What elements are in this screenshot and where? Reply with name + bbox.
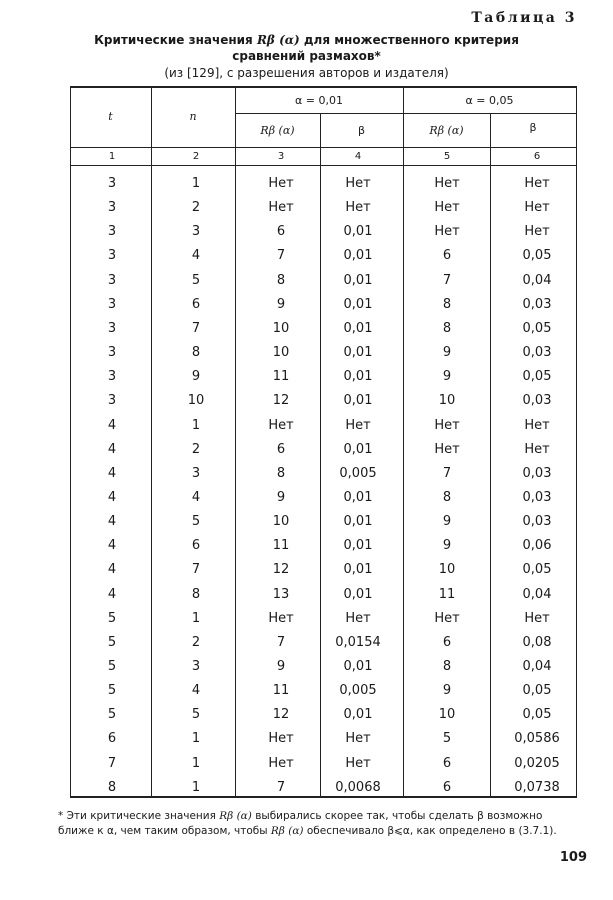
table-cell: 12 [272,707,290,723]
table-cell: 0,05 [522,683,552,699]
table-cell: 9 [276,659,286,674]
table-cell: Нет [524,200,550,216]
table-cell: Нет [345,731,371,747]
table-cell: 0,01 [343,514,373,530]
table-cell: 6 [442,634,452,650]
table-cell: 2 [191,634,201,650]
header-r-col-1: Rβ (α) [260,124,295,137]
table-cell: Нет [345,200,371,216]
table-cell: 7 [442,272,452,288]
table-cell: 1 [191,779,201,795]
column-number: 5 [443,151,451,162]
table-cell: 3 [107,200,117,216]
table-cell: 5 [107,707,117,723]
footnote [58,809,578,839]
table-cell: 10 [438,707,456,723]
table-left-border [70,86,71,797]
table-cell: 3 [107,369,117,385]
table-cell: 12 [272,393,290,409]
table-cell: 2 [191,200,201,216]
table-cell: 10 [272,345,290,361]
table-cell: Нет [434,417,460,433]
table-cell: Нет [434,610,460,626]
table-cell: Нет [345,610,371,626]
table-cell: 7 [276,248,286,264]
column-number: 4 [354,151,362,162]
table-cell: 8 [442,320,452,336]
alpha-group-rule [235,113,577,114]
table-cell: 4 [107,489,117,505]
table-cell: 5 [107,683,117,699]
table-cell: 7 [107,755,117,771]
table-cell: 3 [107,272,117,288]
table-cell: 3 [191,224,201,240]
table-cell: Нет [268,417,294,433]
table-cell: 10 [438,393,456,409]
table-cell: 8 [191,345,201,361]
table-cell: 0,03 [522,465,552,481]
table-cell: 1 [191,417,201,433]
table-cell: 13 [272,586,290,602]
table-cell: 0,0068 [335,779,381,795]
header-beta-col-1: β [357,124,366,137]
table-cell: Нет [268,755,294,771]
table-cell: 8 [442,296,452,312]
table-cell: 8 [442,489,452,505]
footnote-line2: ближе к α, чем таким образом, чтобы Rβ (α) обеспечивало β⩽α, как определено в (3.7.1). [58,825,557,837]
table-cell: Нет [434,441,460,457]
table-cell: Нет [345,417,371,433]
table-cell: 6 [191,296,201,312]
table-cell: 0,0205 [514,755,560,771]
table-cell: 9 [442,538,452,554]
table-cell: 0,01 [343,441,373,457]
table-cell: 2 [191,441,201,457]
table-cell: 3 [107,176,117,191]
table-title-line1: Критические значения Rβ (α) для множественного критерия [94,33,519,47]
table-cell: 9 [191,369,201,385]
table-cell: 0,01 [343,659,373,674]
table-cell: 6 [276,224,286,240]
table-cell: 9 [442,683,452,699]
table-cell: 4 [191,683,201,699]
table-cell: Нет [524,417,550,433]
table-cell: 4 [191,248,201,264]
column-number: 3 [277,151,285,162]
table-cell: Нет [524,610,550,626]
table-cell: 4 [107,562,117,578]
table-cell: 5 [191,707,201,723]
table-cell: Нет [268,731,294,747]
table-cell: 0,01 [343,345,373,361]
table-cell: 0,08 [522,634,552,650]
table-cell: 0,05 [522,248,552,264]
table-cell: 7 [191,562,201,578]
column-number: 6 [533,151,541,162]
table-cell: 0,04 [522,272,552,288]
column-number: 2 [192,151,200,162]
table-cell: 9 [276,489,286,505]
table-cell: 5 [107,634,117,650]
table-cell: 11 [272,369,290,385]
table-cell: 8 [191,586,201,602]
table-cell: 10 [272,514,290,530]
header-r-col-2: Rβ (α) [429,124,464,137]
table-cell: 4 [107,586,117,602]
table-cell: 7 [276,779,286,795]
table-cell: 6 [107,731,117,747]
table-cell: 9 [442,514,452,530]
table-cell: Нет [268,610,294,626]
table-cell: 0,04 [522,659,552,674]
table-cell: 0,05 [522,707,552,723]
table-cell: 1 [191,176,201,191]
table-cell: 3 [107,320,117,336]
table-cell: 5 [191,272,201,288]
header-n: n [189,110,197,123]
table-cell: 5 [442,731,452,747]
table-cell: 8 [442,659,452,674]
table-cell: 4 [107,514,117,530]
table-cell: 7 [442,465,452,481]
table-label: Таблица 3 [471,10,577,26]
column-divider [403,86,404,797]
table-cell: 0,03 [522,514,552,530]
table-cell: Нет [268,176,294,191]
table-cell: 0,05 [522,369,552,385]
footnote-line1: * Эти критические значения Rβ (α) выбирались скорее так, чтобы сделать β возможно [58,810,543,822]
table-cell: 0,05 [522,562,552,578]
table-title-line2: сравнений размахов* [232,49,381,63]
table-cell: 5 [191,514,201,530]
header-beta-col-2: β [529,121,537,134]
table-cell: 0,01 [343,369,373,385]
header-alpha-005: α = 0,05 [465,94,514,107]
table-cell: 0,01 [343,248,373,264]
table-cell: 0,03 [522,345,552,361]
table-cell: 6 [442,248,452,264]
table-cell: 3 [107,345,117,361]
table-cell: 11 [272,683,290,699]
table-cell: 3 [191,465,201,481]
table-cell: 0,05 [522,320,552,336]
table-cell: 3 [107,248,117,264]
table-cell: 1 [191,755,201,771]
table-cell: 0,0738 [514,779,560,795]
table-cell: 0,01 [343,272,373,288]
table-subtitle: (из [129], с разрешения авторов и издателя) [164,66,449,80]
table-cell: 6 [442,755,452,771]
table-cell: 10 [438,562,456,578]
table-cell: 9 [442,369,452,385]
table-cell: 8 [107,779,117,795]
column-number: 1 [108,151,116,162]
table-cell: 0,01 [343,393,373,409]
table-cell: 9 [442,345,452,361]
table-cell: 0,01 [343,320,373,336]
table-cell: Нет [345,755,371,771]
table-cell: 10 [187,393,205,409]
table-cell: 4 [191,489,201,505]
table-cell: Нет [434,176,460,191]
table-cell: 0,01 [343,538,373,554]
table-cell: 0,03 [522,393,552,409]
table-cell: 11 [272,538,290,554]
table-cell: 11 [438,586,456,602]
table-cell: 5 [107,659,117,674]
table-cell: 0,0154 [335,634,381,650]
header-t: t [108,110,113,123]
table-cell: 12 [272,562,290,578]
table-cell: 5 [107,610,117,626]
table-cell: 0,005 [339,465,377,481]
table-cell: 0,01 [343,224,373,240]
table-cell: 4 [107,538,117,554]
table-cell: 3 [107,393,117,409]
table-cell: 8 [276,465,286,481]
column-divider [490,113,491,797]
table-cell: 0,03 [522,296,552,312]
table-cell: Нет [434,200,460,216]
header-alpha-001: α = 0,01 [295,94,343,107]
table-cell: 1 [191,731,201,747]
table-cell: 3 [107,224,117,240]
table-cell: 7 [276,634,286,650]
table-cell: 0,01 [343,707,373,723]
table-cell: 0,005 [339,683,377,699]
table-cell: 0,0586 [514,731,560,747]
table-cell: 4 [107,441,117,457]
table-cell: 3 [191,659,201,674]
table-cell: 9 [276,296,286,312]
table-top-rule [70,86,577,88]
table-cell: 0,03 [522,489,552,505]
table-cell: 0,04 [522,586,552,602]
table-cell: Нет [524,441,550,457]
table-cell: 3 [107,296,117,312]
table-cell: 0,01 [343,296,373,312]
table-cell: 7 [191,320,201,336]
table-cell: 0,06 [522,538,552,554]
table-cell: 1 [191,610,201,626]
table-cell: Нет [434,224,460,240]
table-cell: 6 [191,538,201,554]
table-cell: Нет [524,176,550,191]
table-cell: 6 [276,441,286,457]
page-number: 109 [559,850,587,865]
table-cell: Нет [345,176,371,191]
table-cell: Нет [524,224,550,240]
table-cell: 6 [442,779,452,795]
table-cell: 4 [107,465,117,481]
table-cell: Нет [268,200,294,216]
table-cell: 4 [107,417,117,433]
table-cell: 0,01 [343,489,373,505]
table-cell: 10 [272,320,290,336]
table-cell: 0,01 [343,586,373,602]
table-cell: 8 [276,272,286,288]
r-beta-alpha-symbol: Rβ (α) [256,33,300,47]
table-cell: 0,01 [343,562,373,578]
